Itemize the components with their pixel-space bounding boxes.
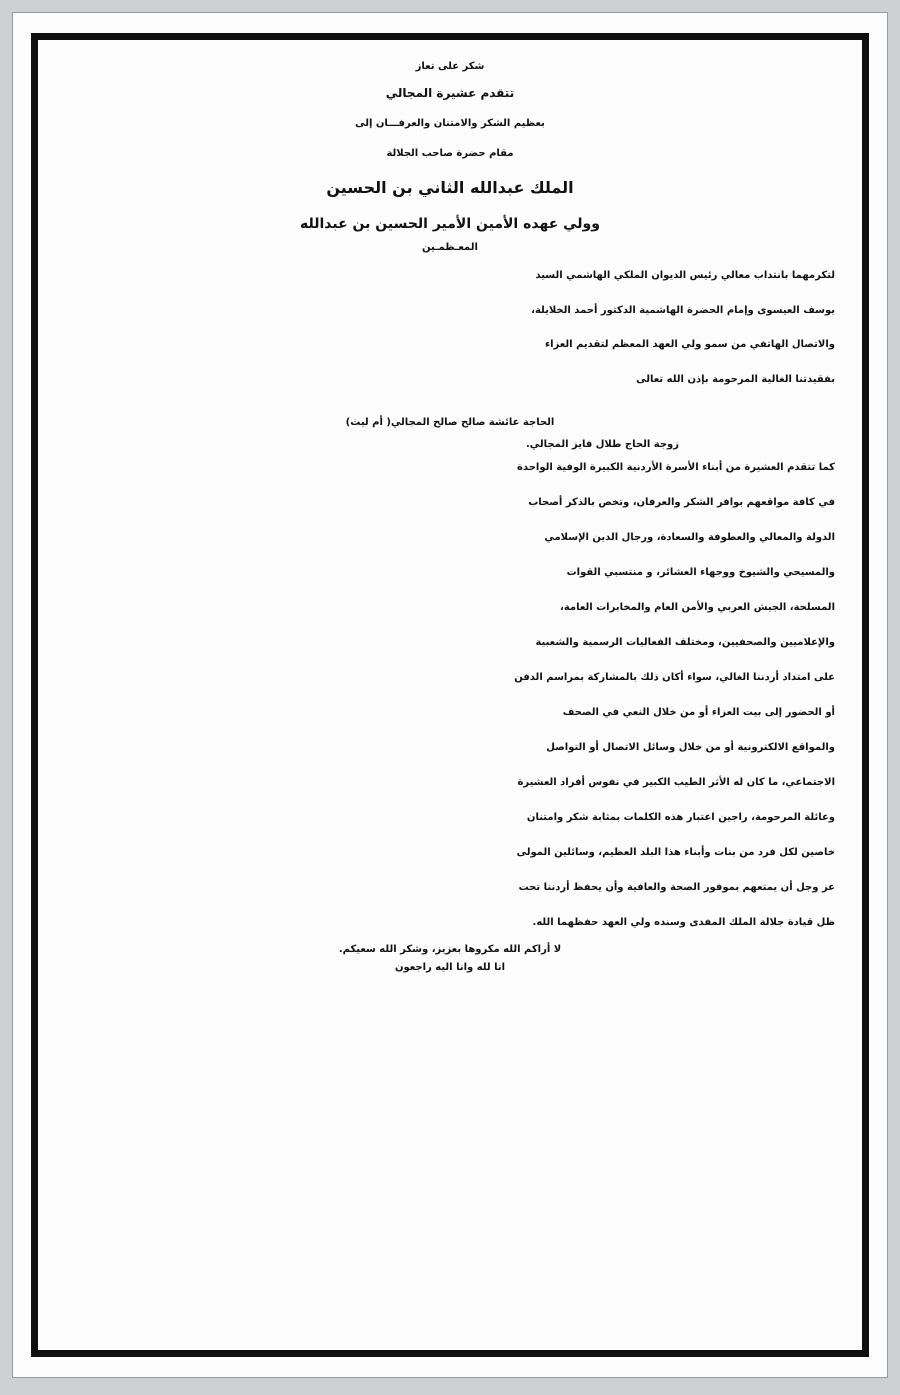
final-verse: انا لله وانا اليه راجعون	[394, 961, 506, 973]
body-line: عز وجل أن يمتعهم بموفور الصحة والعافية وأن يحفظ أردننا تحت	[518, 882, 835, 894]
body-line: الدولة والمعالي والعطوفة والسعادة، ورجال الدين الإسلامي	[544, 532, 835, 544]
intro-line: لتكرمهما بانتداب معالي رئيس الديوان الملكي الهاشمي السيد	[535, 270, 835, 282]
body-line: خاصين لكل فرد من بنات وأبناء هذا البلد العظيم، وسائلين المولى	[516, 847, 835, 859]
crown-prince-name: وولي عهده الأمين الأمير الحسين بن عبدالله	[300, 215, 600, 232]
body-line: الاجتماعي، ما كان له الأثر الطيب الكبير في نفوس أفراد العشيرة	[517, 777, 835, 789]
body-line: والمسيحي والشيوخ ووجهاء العشائر، و منتسبي القوات	[566, 567, 835, 579]
body-line: على امتداد أردننا الغالي، سواء أكان ذلك بالمشاركة بمراسم الدفن	[514, 672, 835, 684]
intro-line: يوسف العيسوى وإمام الحضرة الهاشمية الدكتور أحمد الخلايلة،	[531, 304, 835, 316]
gratitude-line: بعظيم الشكر والامتنان والعرفـــان إلى	[355, 118, 545, 130]
body-line: ظل قيادة جلالة الملك المفدى وسنده ولي العهد حفظهما الله.	[532, 917, 835, 929]
body-line: في كافة مواقعهم بوافر الشكر والعرفان، وتخص بالذكر أصحاب	[528, 497, 835, 509]
intro-line: بفقيدتنا الغالية المرحومة بإذن الله تعالى	[636, 373, 835, 385]
body-paragraph	[65, 450, 835, 940]
king-name: الملك عبدالله الثاني بن الحسين	[326, 178, 574, 198]
body-line: كما تتقدم العشيرة من أبناء الأسرة الأردنية الكبيرة الوفية الواحدة	[517, 462, 835, 474]
body-line: المسلحة، الجيش العربي والأمن العام والمخابرات العامة،	[560, 602, 835, 614]
clan-name: تتقدم عشيرة المجالي	[385, 85, 515, 100]
body-line: وعائلة المرحومة، راجين اعتبار هذه الكلمات بمثابة شكر وامتنان	[526, 812, 835, 824]
body-line: أو الحضور إلى بيت العزاء أو من خلال النعي في الصحف	[562, 707, 835, 719]
notice-header: شكر على تعاز	[415, 61, 485, 72]
honorific: المعـظمـين	[422, 241, 478, 253]
notice-content	[61, 45, 839, 1357]
body-line: والمواقع الالكترونية أو من خلال وسائل الاتصال أو التواصل	[546, 742, 835, 754]
deceased-name: الحاجة عائشة صالح صالح المجالي( أم ليث)	[345, 417, 555, 429]
closing-line: لا أراكم الله مكروها بعزيز، وشكر الله سعيكم.	[338, 944, 562, 956]
page-frame	[12, 12, 888, 1378]
office-line: مقام حضرة صاحب الجلالة	[386, 147, 514, 159]
intro-paragraph	[65, 259, 835, 397]
body-line: والإعلاميين والصحفيين، ومختلف الفعاليات الرسمية والشعبية	[535, 637, 835, 649]
intro-line: والاتصال الهاتفي من سمو ولي العهد المعظم لتقديم العزاء	[545, 339, 835, 351]
spouse-line: زوجة الحاج طلال فايز المجالي.	[525, 438, 679, 450]
